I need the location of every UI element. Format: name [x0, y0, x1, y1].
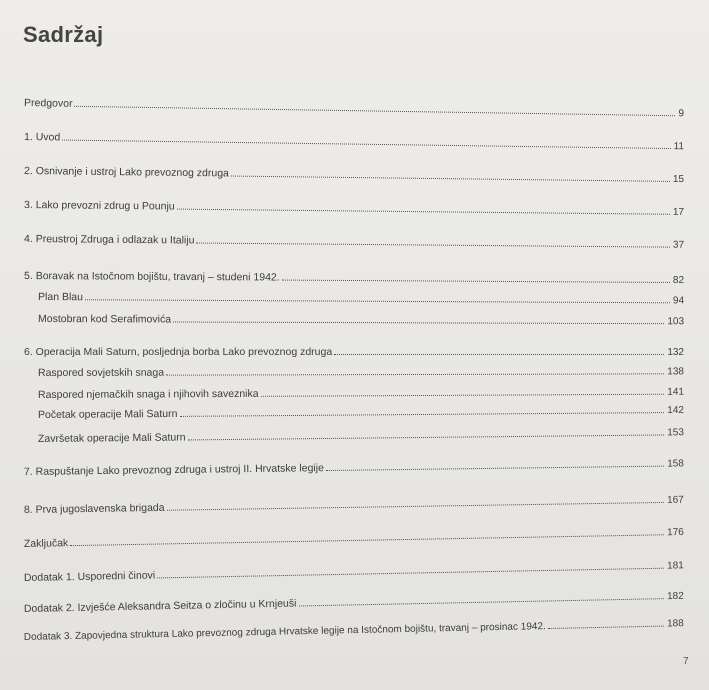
- toc-subentry-mostobran: [38, 313, 684, 327]
- toc-entry-preustroj: [24, 233, 684, 251]
- dot-leader: [326, 465, 664, 471]
- toc-entry-page: 142: [667, 404, 684, 417]
- toc-entry-page: 158: [667, 458, 684, 470]
- page-number: 7: [683, 656, 689, 667]
- dot-leader: [85, 298, 670, 303]
- toc-entry-mali-saturn: [24, 346, 684, 358]
- toc-entry-page: 141: [667, 386, 684, 398]
- toc-entry-label: Dodatak 3. Zapovjedna struktura Lako prevoznog zdruga Hrvatske legije na Istočnom bojištu, travanj – prosinac 1942.: [23, 621, 546, 643]
- dot-leader: [167, 501, 665, 511]
- dot-leader: [74, 105, 675, 116]
- toc-entry-page: 9: [678, 108, 685, 120]
- toc-subentry-plan-blau: [38, 291, 684, 306]
- toc-entry-label: 6. Operacija Mali Saturn, posljednja borba Lako prevoznog zdruga: [24, 346, 333, 358]
- toc-entry-prva-brigada: [24, 494, 684, 516]
- toc-entry-page: 181: [666, 560, 684, 572]
- dot-leader: [231, 175, 670, 182]
- toc-entry-page: 82: [672, 274, 685, 287]
- toc-entry-label: Zaključak: [23, 537, 69, 550]
- toc-subentry-njemacke-snage: [38, 386, 684, 401]
- dot-leader: [62, 139, 670, 149]
- toc-entry-page: 138: [667, 366, 684, 378]
- toc-entry-zakljucak: [24, 526, 684, 550]
- toc-entry-page: 188: [666, 618, 684, 630]
- dot-leader: [188, 433, 665, 440]
- dot-leader: [334, 353, 664, 355]
- toc-entry-page: 103: [667, 316, 685, 328]
- toc-subentry-pocetak: [38, 404, 684, 421]
- dot-leader: [166, 372, 664, 375]
- toc-entry-osnivanje: [24, 165, 684, 185]
- toc-entry-boravak: [24, 270, 684, 286]
- toc-entry-dodatak-1: [24, 559, 684, 584]
- toc-entry-label: Raspored njemačkih snaga i njihovih saveznika: [37, 387, 259, 401]
- toc-entry-label: 3. Lako prevozni zdrug u Pounju: [24, 199, 175, 213]
- toc-entry-label: 4. Preustroj Zdruga i odlazak u Italiju: [24, 233, 195, 247]
- toc-entry-label: Predgovor: [24, 97, 73, 110]
- toc-entry-dodatak-2: [24, 590, 684, 615]
- dot-leader: [157, 567, 664, 579]
- toc-subentry-sovjetske-snage: [38, 365, 684, 379]
- toc-entry-page: 182: [666, 590, 684, 603]
- dot-leader: [179, 411, 664, 417]
- dot-leader: [298, 597, 664, 606]
- toc-entry-pounje: [24, 199, 684, 218]
- toc-entry-label: Plan Blau: [38, 291, 84, 304]
- toc-subentry-zavrsetak: [38, 426, 684, 445]
- dot-leader: [70, 533, 664, 546]
- toc-entry-dodatak-3: [24, 618, 684, 643]
- toc-entry-label: Dodatak 2. Izvješće Aleksandra Seitza o zločinu u Krnjeuši: [23, 597, 297, 615]
- page-title: Sadržaj: [23, 22, 104, 47]
- toc-entry-label: Početak operacije Mali Saturn: [37, 407, 178, 421]
- toc-entry-label: Raspored sovjetskih snaga: [37, 366, 165, 379]
- toc-entry-label: 8. Prva jugoslavenska brigada: [23, 501, 165, 516]
- toc-entry-page: 176: [667, 526, 684, 539]
- toc-entry-label: 7. Raspuštanje Lako prevoznog zdruga i ustroj II. Hrvatske legije: [23, 462, 324, 478]
- toc-entry-uvod: [24, 131, 684, 152]
- dot-leader: [173, 320, 664, 324]
- toc-entry-page: 167: [667, 494, 684, 506]
- toc-entry-page: 37: [672, 239, 685, 251]
- dot-leader: [282, 279, 670, 283]
- dot-leader: [261, 393, 665, 397]
- toc-entry-page: 132: [667, 347, 684, 358]
- toc-entry-page: 17: [672, 206, 685, 218]
- toc-entry-label: Dodatak 1. Usporedni činovi: [23, 569, 156, 584]
- toc-entry-page: 11: [673, 141, 685, 153]
- toc-entry-label: 1. Uvod: [24, 131, 61, 144]
- toc-entry-page: 15: [672, 173, 685, 186]
- dot-leader: [196, 242, 669, 248]
- toc-entry-predgovor: [24, 97, 684, 119]
- dot-leader: [177, 208, 670, 215]
- toc-entry-label: 5. Boravak na Istočnom bojištu, travanj – studeni 1942.: [24, 270, 280, 284]
- toc-entry-label: 2. Osnivanje i ustroj Lako prevoznog zdruga: [24, 165, 230, 180]
- toc-entry-label: Završetak operacije Mali Saturn: [37, 431, 186, 445]
- toc-entry-page: 94: [672, 295, 685, 307]
- toc-entry-page: 153: [667, 427, 684, 439]
- toc-entry-label: Mostobran kod Serafimovića: [38, 313, 172, 326]
- dot-leader: [548, 625, 664, 629]
- toc-entry-raspustanje: [24, 457, 684, 478]
